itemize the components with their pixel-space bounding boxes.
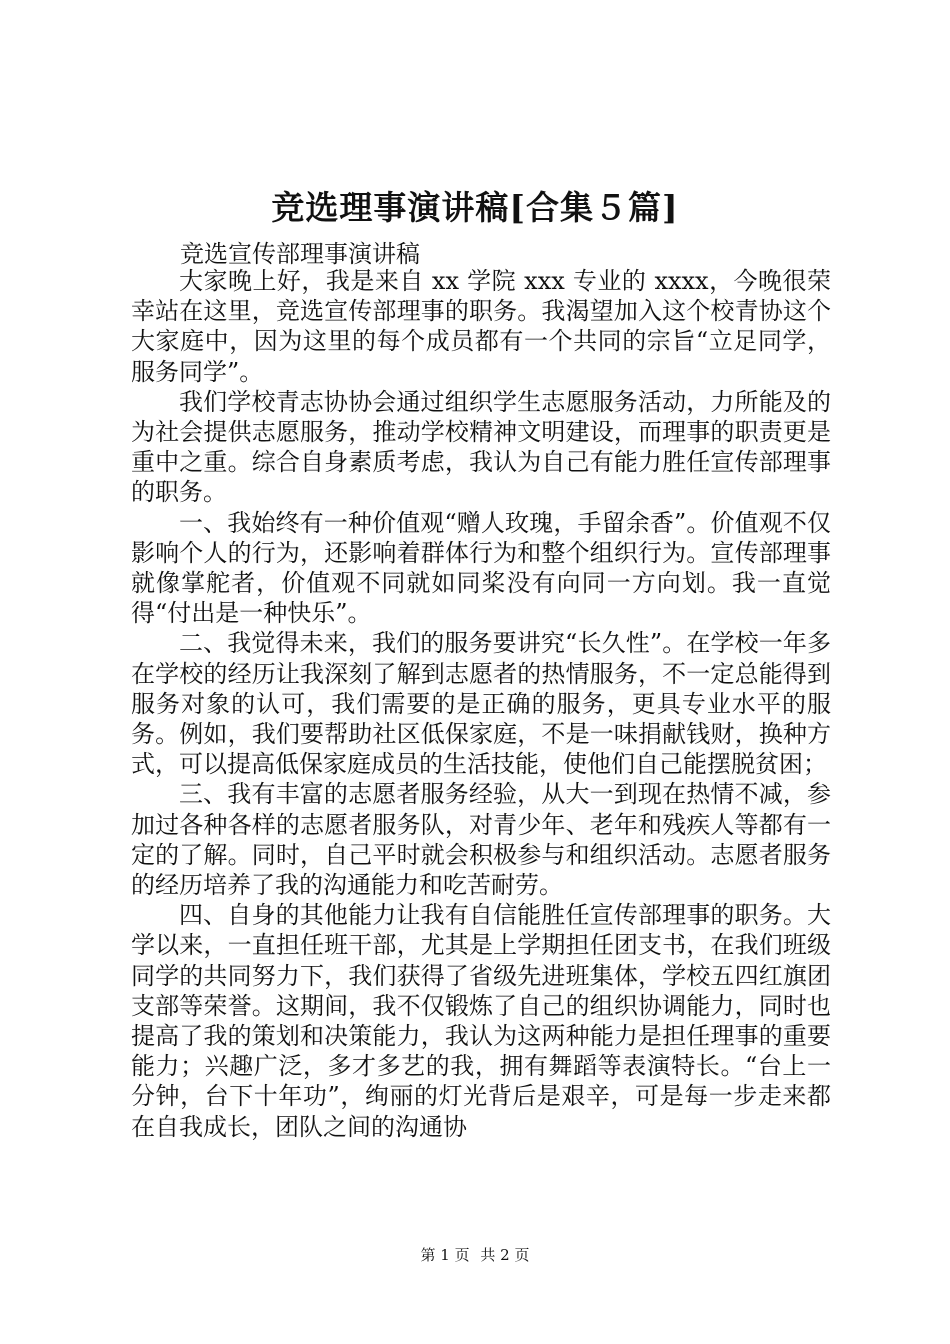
paragraph-5: 三、我有丰富的志愿者服务经验，从大一到现在热情不减，参加过各种各样的志愿者服务队，对青少年、老年和残疾人等都有一定的了解。同时，自己平时就会积极参与和组织活动。志愿者服务的经历培养了我的沟通能力和吃苦耐劳。: [131, 780, 831, 900]
paragraph-4: 二、我觉得未来，我们的服务要讲究“长久性”。在学校一年多在学校的经历让我深刻了解到志愿者的热情服务，不一定总能得到服务对象的认可，我们需要的是正确的服务，更具专业水平的服务。例如，我们要帮助社区低保家庭，不是一味捐献钱财，换种方式，可以提高低保家庭成员的生活技能，使他们自己能摆脱贫困；: [131, 629, 831, 779]
document-title: 竞选理事演讲稿[合集５篇]: [271, 188, 679, 227]
paragraph-2: 我们学校青志协协会通过组织学生志愿服务活动，力所能及的为社会提供志愿服务，推动学校精神文明建设，而理事的职责更是重中之重。综合自身素质考虑，我认为自己有能力胜任宣传部理事的职务。: [131, 387, 831, 507]
page-total: 共 2 页: [480, 1246, 530, 1264]
document-body: [131, 266, 831, 1142]
document-subheading: 竞选宣传部理事演讲稿: [180, 240, 420, 268]
page-number: 第 1 页: [420, 1246, 470, 1264]
page-footer: [0, 1243, 950, 1267]
paragraph-6: 四、自身的其他能力让我有自信能胜任宣传部理事的职务。大学以来，一直担任班干部，尤其是上学期担任团支书，在我们班级同学的共同努力下，我们获得了省级先进班集体，学校五四红旗团支部等荣誉。这期间，我不仅锻炼了自己的组织协调能力，同时也提高了我的策划和决策能力，我认为这两种能力是担任理事的重要能力；兴趣广泛，多才多艺的我，拥有舞蹈等表演特长。“台上一分钟，台下十年功”，绚丽的灯光背后是艰辛，可是每一步走来都在自我成长，团队之间的沟通协: [131, 901, 831, 1141]
paragraph-1: 大家晚上好，我是来自 xx 学院 xxx 专业的 xxxx，今晚很荣幸站在这里，竞选宣传部理事的职务。我渴望加入这个校青协这个大家庭中，因为这里的每个成员都有一个共同的宗旨“立足同学，服务同学”。: [131, 267, 831, 386]
paragraph-3: 一、我始终有一种价值观“赠人玫瑰，手留余香”。价值观不仅影响个人的行为，还影响着群体行为和整个组织行为。宣传部理事就像掌舵者，价值观不同就如同桨没有向同一方向划。我一直觉得“付出是一种快乐”。: [131, 508, 831, 628]
